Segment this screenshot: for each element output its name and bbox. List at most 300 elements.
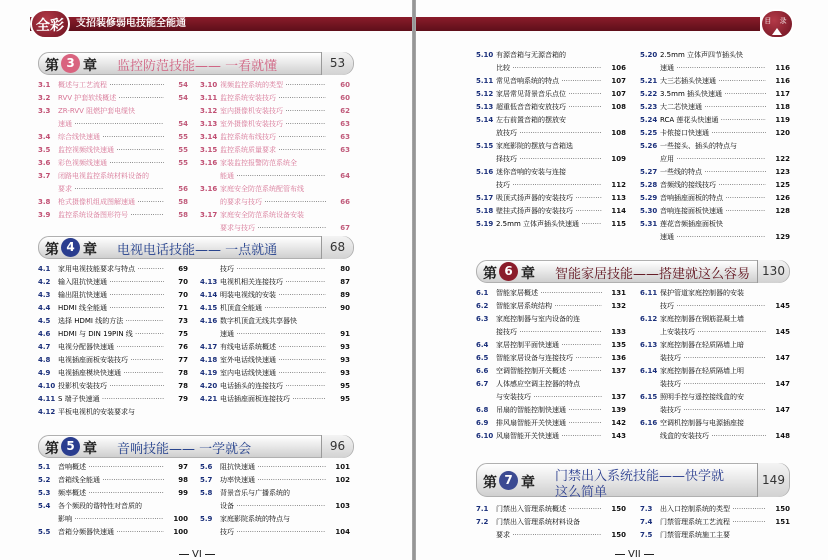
- section-page: 78: [178, 369, 188, 377]
- section-title: HDMI 与 DIN 19PIN 线 ·····: [58, 329, 164, 340]
- toc-entry[interactable]: [476, 206, 626, 217]
- section-page: 91: [340, 330, 350, 338]
- section-page: 73: [178, 317, 188, 325]
- toc-entry[interactable]: [200, 106, 350, 117]
- section-page: 100: [173, 515, 188, 523]
- chapter-title-line-1: 门禁出入系统技能——快学就: [555, 469, 725, 484]
- section-page: 112: [611, 181, 626, 189]
- section-number: 4.11: [38, 395, 56, 403]
- section-page: 120: [775, 129, 790, 137]
- section-number: 6.3: [476, 315, 489, 323]
- toc-entry[interactable]: [200, 132, 350, 143]
- section-number: 6.6: [476, 367, 489, 375]
- toc-entry[interactable]: [38, 277, 188, 288]
- section-page: 151: [775, 518, 790, 526]
- toc-entry[interactable]: [640, 327, 790, 338]
- toc-entry[interactable]: [200, 501, 350, 512]
- section-title: 技巧 ·····: [220, 527, 326, 538]
- section-title: 视频监控系统的类型 ·····: [220, 80, 326, 91]
- toc-entry[interactable]: [476, 288, 626, 299]
- toc-entry[interactable]: [38, 368, 188, 379]
- section-number: 5.15: [476, 142, 494, 150]
- toc-entry[interactable]: [640, 392, 790, 403]
- section-title: 家庭影院系统的特点与: [220, 515, 290, 523]
- toc-entry[interactable]: [640, 301, 790, 312]
- section-number: 5.21: [640, 77, 658, 85]
- section-number: 6.8: [476, 406, 489, 414]
- toc-entry[interactable]: [640, 405, 790, 416]
- book-title: 支招装修弱电技能全能通: [76, 18, 186, 29]
- section-title: 接技巧 ·····: [496, 327, 602, 338]
- section-title: 电视插座模块快速通 ·····: [58, 368, 164, 379]
- toc-entry[interactable]: [640, 102, 790, 113]
- toc-entry[interactable]: [476, 115, 626, 126]
- section-number: 6.16: [640, 419, 658, 427]
- section-number: 7.4: [640, 518, 653, 526]
- section-title: 2.5mm 立体声四节插头快: [660, 51, 743, 59]
- toc-entry[interactable]: [476, 102, 626, 113]
- section-title: 保护管道家庭控制器的安装: [660, 289, 744, 297]
- section-title: 家居常见背景音乐点位 ·····: [496, 89, 602, 100]
- section-number: 6.9: [476, 419, 489, 427]
- toc-entry[interactable]: [200, 368, 350, 379]
- section-title: 速通 ·····: [660, 232, 766, 243]
- toc-entry[interactable]: [476, 530, 626, 541]
- chapter-prefix: 第: [45, 58, 59, 74]
- section-title: 装技巧 ·····: [660, 379, 766, 390]
- section-page: 69: [178, 265, 188, 273]
- toc-entry[interactable]: [200, 264, 350, 275]
- toc-entry[interactable]: [476, 431, 626, 442]
- section-title: 选择 HDMI 线的方法 ·····: [58, 316, 164, 327]
- section-page: 114: [611, 207, 626, 215]
- toc-entry[interactable]: [200, 93, 350, 104]
- toc-entry[interactable]: [476, 180, 626, 191]
- section-number: 5.26: [640, 142, 658, 150]
- chapter-6-heading[interactable]: [476, 260, 790, 283]
- section-title: 莲花音频插座面板快: [660, 220, 723, 228]
- toc-entry[interactable]: [200, 210, 350, 221]
- section-number: 3.4: [38, 133, 51, 141]
- toc-entry[interactable]: [38, 462, 188, 473]
- toc-entry[interactable]: [200, 223, 350, 234]
- section-number: 6.15: [640, 393, 658, 401]
- toc-entry[interactable]: [38, 394, 188, 405]
- toc-entry[interactable]: [640, 128, 790, 139]
- toc-entry[interactable]: [38, 145, 188, 156]
- toc-entry[interactable]: [476, 405, 626, 416]
- section-title: 大三芯插头快速通 ·····: [660, 76, 766, 87]
- toc-entry[interactable]: [640, 232, 790, 243]
- toc-entry[interactable]: [200, 394, 350, 405]
- section-page: 98: [178, 476, 188, 484]
- section-title: 监控系统设备图形符号 ·····: [58, 210, 164, 221]
- section-title: 一些接头、插头的特点与: [660, 142, 737, 150]
- section-page: 145: [775, 302, 790, 310]
- section-number: 4.7: [38, 343, 51, 351]
- toc-entry[interactable]: [38, 93, 188, 104]
- chapter-page: 149: [757, 463, 789, 497]
- section-page: 147: [775, 380, 790, 388]
- section-page: 126: [775, 194, 790, 202]
- toc-entry[interactable]: [640, 517, 790, 528]
- toc-entry[interactable]: [200, 355, 350, 366]
- section-page: 58: [178, 211, 188, 219]
- toc-entry[interactable]: [476, 504, 626, 515]
- section-title: 数字机顶盒无线共享器快: [220, 317, 297, 325]
- toc-entry[interactable]: [200, 277, 350, 288]
- toc-entry[interactable]: [640, 418, 790, 429]
- section-page: 54: [178, 81, 188, 89]
- toc-entry[interactable]: [200, 184, 350, 195]
- section-number: 4.9: [38, 369, 51, 377]
- chapter-3-heading[interactable]: [38, 52, 354, 75]
- toc-entry[interactable]: [38, 184, 188, 195]
- section-page: 70: [178, 291, 188, 299]
- toc-entry[interactable]: [476, 193, 626, 204]
- full-color-badge: 全彩: [30, 9, 70, 39]
- section-title: 3.5mm 插头快速通 ·····: [660, 89, 766, 100]
- toc-entry[interactable]: [476, 128, 626, 139]
- toc-entry[interactable]: [38, 475, 188, 486]
- section-page: 150: [611, 531, 626, 539]
- section-number: 6.14: [640, 367, 658, 375]
- section-number: 5.24: [640, 116, 658, 124]
- toc-entry[interactable]: [200, 303, 350, 314]
- chapter-prefix: 第: [45, 242, 59, 258]
- toc-entry[interactable]: [640, 141, 790, 152]
- toc-entry[interactable]: [640, 366, 790, 377]
- toc-entry[interactable]: [200, 514, 350, 525]
- section-title: 家庭控制器在轻质隔墙上明: [660, 367, 744, 375]
- toc-entry[interactable]: [476, 314, 626, 325]
- section-page: 106: [611, 64, 626, 72]
- section-title: 空调机控制器与电源插座接: [660, 419, 744, 427]
- section-page: 125: [775, 181, 790, 189]
- toc-entry[interactable]: [640, 314, 790, 325]
- toc-entry[interactable]: [200, 119, 350, 130]
- section-page: 63: [340, 120, 350, 128]
- toc-entry[interactable]: [38, 316, 188, 327]
- toc-entry[interactable]: [476, 50, 626, 61]
- section-page: 142: [611, 419, 626, 427]
- section-number: 5.9: [200, 515, 213, 523]
- section-number: 5.13: [476, 103, 494, 111]
- toc-entry[interactable]: [200, 488, 350, 499]
- toc-entry[interactable]: [200, 475, 350, 486]
- section-title: 线盒的安装技巧 ·····: [660, 431, 766, 442]
- section-number: 6.11: [640, 289, 658, 297]
- toc-entry[interactable]: [38, 303, 188, 314]
- toc-entry[interactable]: [38, 381, 188, 392]
- toc-entry[interactable]: [38, 106, 188, 117]
- section-number: 5.27: [640, 168, 658, 176]
- section-title: 电视机相关连接技巧 ·····: [220, 277, 326, 288]
- toc-entry[interactable]: [200, 316, 350, 327]
- section-title: 输入阻抗快速通 ·····: [58, 277, 164, 288]
- section-title: HDMI 线全能通 ·····: [58, 303, 164, 314]
- toc-entry[interactable]: [640, 353, 790, 364]
- toc-entry[interactable]: [476, 392, 626, 403]
- toc-entry[interactable]: [200, 197, 350, 208]
- section-title: 频率概述 ·····: [58, 488, 164, 499]
- section-number: 4.19: [200, 369, 218, 377]
- section-page: 119: [775, 116, 790, 124]
- section-page: 137: [611, 367, 626, 375]
- section-number: 4.15: [200, 304, 218, 312]
- toc-entry[interactable]: [38, 501, 188, 512]
- section-number: 6.5: [476, 354, 489, 362]
- page-number: VII: [628, 549, 641, 560]
- toc-entry[interactable]: [38, 407, 188, 418]
- chapter-4-heading[interactable]: [38, 236, 354, 259]
- section-number: 3.3: [38, 107, 51, 115]
- section-page: 99: [178, 489, 188, 497]
- toc-entry[interactable]: [200, 145, 350, 156]
- section-page: 150: [775, 505, 790, 513]
- section-title: 门禁管理系统施工主要: [660, 531, 730, 539]
- toc-entry[interactable]: [38, 342, 188, 353]
- section-title: 门禁管理系统工艺流程 ·····: [660, 517, 766, 528]
- toc-entry[interactable]: [640, 206, 790, 217]
- toc-entry[interactable]: [640, 193, 790, 204]
- section-page: 100: [173, 528, 188, 536]
- section-number: 5.23: [640, 103, 658, 111]
- toc-entry[interactable]: [640, 340, 790, 351]
- toc-entry[interactable]: [640, 288, 790, 299]
- toc-entry[interactable]: [476, 353, 626, 364]
- section-number: 4.6: [38, 330, 51, 338]
- toc-entry[interactable]: [476, 517, 626, 528]
- section-page: 93: [340, 369, 350, 377]
- section-title: 速通 ·····: [58, 119, 164, 130]
- section-title: 智能家居概述 ·····: [496, 288, 602, 299]
- section-title: 吊扇的智能控制快速通 ·····: [496, 405, 602, 416]
- toc-entry[interactable]: [38, 527, 188, 538]
- chapter-title: 智能家居技能——搭建就这么容易: [555, 267, 751, 282]
- section-title: 平板电视机的安装要求与: [58, 408, 135, 416]
- section-title: 输出阻抗快速通 ·····: [58, 290, 164, 301]
- chapter-prefix: 第: [45, 441, 59, 457]
- toc-entry[interactable]: [640, 154, 790, 165]
- toc-entry[interactable]: [640, 504, 790, 515]
- section-number: 4.8: [38, 356, 51, 364]
- section-page: 76: [178, 343, 188, 351]
- toc-entry[interactable]: [640, 431, 790, 442]
- toc-entry[interactable]: [640, 50, 790, 61]
- section-title: 室内摄像机安装技巧 ·····: [220, 106, 326, 117]
- section-title: 音响连接面板快速通 ·····: [660, 206, 766, 217]
- section-number: 7.5: [640, 531, 653, 539]
- toc-entry[interactable]: [38, 514, 188, 525]
- toc-entry[interactable]: [476, 366, 626, 377]
- chapter-number: 6: [499, 262, 518, 281]
- section-title: 监控系统安装技巧 ·····: [220, 93, 326, 104]
- section-title: 室外电话线快速通 ·····: [220, 355, 326, 366]
- toc-entry[interactable]: [640, 115, 790, 126]
- section-title: 枪式摄像机组成图解速通 ·····: [58, 197, 164, 208]
- section-number: 3.1: [38, 81, 51, 89]
- section-number: 3.12: [200, 107, 218, 115]
- toc-entry[interactable]: [200, 527, 350, 538]
- section-page: 137: [611, 393, 626, 401]
- section-page: 139: [611, 406, 626, 414]
- toc-entry[interactable]: [200, 462, 350, 473]
- section-title: 电视插座面板安装技巧 ·····: [58, 355, 164, 366]
- section-number: 3.6: [38, 159, 51, 167]
- toc-entry[interactable]: [476, 76, 626, 87]
- section-number: 5.28: [640, 181, 658, 189]
- section-title: 家庭控制器在钢筋混凝土墙: [660, 315, 744, 323]
- section-page: 143: [611, 432, 626, 440]
- section-number: 3.7: [38, 172, 51, 180]
- chapter-7-heading[interactable]: [476, 463, 790, 500]
- section-page: 54: [178, 120, 188, 128]
- section-page: 115: [611, 220, 626, 228]
- section-number: 3.13: [200, 120, 218, 128]
- toc-entry[interactable]: [200, 158, 350, 169]
- chapter-title: 音响技能—— 一学就会: [117, 442, 252, 457]
- section-page: 145: [775, 328, 790, 336]
- toc-entry[interactable]: [476, 63, 626, 74]
- toc-entry[interactable]: [640, 530, 790, 541]
- section-number: 4.12: [38, 408, 56, 416]
- toc-entry[interactable]: [476, 167, 626, 178]
- toc-entry[interactable]: [200, 171, 350, 182]
- chapter-5-heading[interactable]: [38, 435, 354, 458]
- toc-entry[interactable]: [476, 154, 626, 165]
- toc-entry[interactable]: [200, 80, 350, 91]
- section-title: 音响概述 ·····: [58, 462, 164, 473]
- chapter-suffix: 章: [83, 441, 97, 457]
- section-title: 超重低音音箱安放技巧 ·····: [496, 102, 602, 113]
- toc-entry[interactable]: [476, 379, 626, 390]
- section-page: 128: [775, 207, 790, 215]
- toc-entry[interactable]: [200, 329, 350, 340]
- section-title: 要求 ·····: [496, 530, 602, 541]
- toc-entry[interactable]: [476, 219, 626, 230]
- toc-entry[interactable]: [476, 141, 626, 152]
- section-title: 上安装技巧 ·····: [660, 327, 766, 338]
- toc-entry[interactable]: [200, 342, 350, 353]
- section-page: 89: [340, 291, 350, 299]
- section-title: 设备 ·····: [220, 501, 326, 512]
- toc-entry[interactable]: [38, 355, 188, 366]
- toc-entry[interactable]: [38, 264, 188, 275]
- chapter-prefix: 第: [483, 266, 497, 282]
- section-page: 60: [340, 94, 350, 102]
- section-number: 5.1: [38, 463, 51, 471]
- section-number: 3.2: [38, 94, 51, 102]
- toc-entry[interactable]: [200, 381, 350, 392]
- section-title: 明装电视线的安装 ·····: [220, 290, 326, 301]
- toc-entry[interactable]: [476, 327, 626, 338]
- section-title: 音箱分频器快速通 ·····: [58, 527, 164, 538]
- section-number: 4.10: [38, 382, 56, 390]
- section-title: 家庭控制器在轻质隔墙上暗: [660, 341, 744, 349]
- section-page: 56: [178, 185, 188, 193]
- section-title: 监控系统质量要求 ·····: [220, 145, 326, 156]
- toc-tab[interactable]: [760, 9, 794, 39]
- toc-entry[interactable]: [38, 158, 188, 169]
- section-page: 104: [335, 528, 350, 536]
- section-title: 出入口控制系统的类型 ·····: [660, 504, 766, 515]
- section-page: 77: [178, 356, 188, 364]
- toc-entry[interactable]: [38, 329, 188, 340]
- toc-entry[interactable]: [476, 340, 626, 351]
- section-page: 64: [340, 172, 350, 180]
- section-title: 能通 ·····: [220, 171, 326, 182]
- section-page: 108: [611, 129, 626, 137]
- toc-entry[interactable]: [640, 76, 790, 87]
- section-number: 5.20: [640, 51, 658, 59]
- right-page: [416, 0, 828, 560]
- chapter-number: 3: [61, 54, 80, 73]
- section-page: 63: [340, 133, 350, 141]
- section-number: 6.2: [476, 302, 489, 310]
- section-title: RVV 护套软线概述 ·····: [58, 93, 164, 104]
- section-title: 技巧 ·····: [220, 264, 326, 275]
- chapter-number: 5: [61, 437, 80, 456]
- toc-entry[interactable]: [476, 301, 626, 312]
- section-title: 家庭控制器与室内设备的连: [496, 315, 580, 323]
- page-number-footer: [612, 549, 657, 560]
- chapter-page: 68: [321, 236, 353, 259]
- section-page: 93: [340, 356, 350, 364]
- section-title: 阻抗快速通 ·····: [220, 462, 326, 473]
- section-title: 家庭安全防范系统设备安装: [220, 211, 304, 219]
- section-title: 家用电视技能要求与特点 ·····: [58, 264, 164, 275]
- section-number: 5.6: [200, 463, 213, 471]
- section-number: 3.15: [200, 146, 218, 154]
- toc-entry[interactable]: [38, 119, 188, 130]
- section-page: 63: [340, 146, 350, 154]
- chapter-title-line-2: 这么简单: [555, 485, 608, 500]
- toc-entry[interactable]: [200, 290, 350, 301]
- toc-entry[interactable]: [640, 63, 790, 74]
- section-number: 5.4: [38, 502, 51, 510]
- toc-entry[interactable]: [640, 167, 790, 178]
- section-number: 5.2: [38, 476, 51, 484]
- toc-entry[interactable]: [476, 418, 626, 429]
- section-number: 5.10: [476, 51, 494, 59]
- section-title: 一些线的特点 ·····: [660, 167, 766, 178]
- toc-entry[interactable]: [38, 488, 188, 499]
- section-page: 93: [340, 343, 350, 351]
- section-page: 133: [611, 328, 626, 336]
- section-page: 107: [611, 77, 626, 85]
- section-page: 58: [178, 198, 188, 206]
- toc-entry[interactable]: [38, 210, 188, 221]
- section-page: 118: [775, 103, 790, 111]
- section-number: 5.8: [200, 489, 213, 497]
- toc-entry[interactable]: [38, 197, 188, 208]
- section-page: 147: [775, 354, 790, 362]
- section-number: 5.12: [476, 90, 494, 98]
- section-page: 75: [178, 330, 188, 338]
- toc-entry[interactable]: [640, 180, 790, 191]
- toc-entry[interactable]: [38, 132, 188, 143]
- section-title: 技巧 ·····: [660, 301, 766, 312]
- toc-entry[interactable]: [38, 290, 188, 301]
- toc-entry[interactable]: [38, 171, 188, 182]
- toc-entry[interactable]: [476, 89, 626, 100]
- toc-entry[interactable]: [38, 80, 188, 91]
- toc-entry[interactable]: [640, 89, 790, 100]
- toc-entry[interactable]: [640, 219, 790, 230]
- section-page: 122: [775, 155, 790, 163]
- toc-entry[interactable]: [640, 379, 790, 390]
